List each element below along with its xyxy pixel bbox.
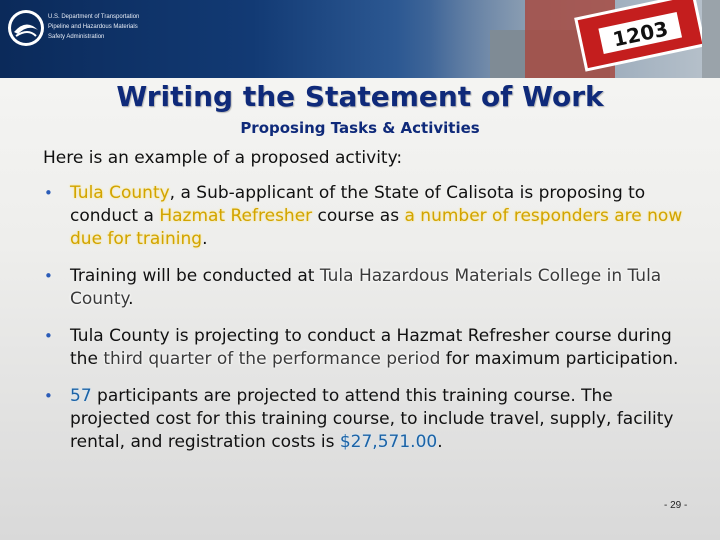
agency-line-3: Safety Administration	[48, 34, 105, 40]
highlight-text: Tula Hazardous Materials College in Tula County	[70, 266, 662, 309]
highlight-text: 57	[70, 386, 92, 406]
bullet-text: .	[128, 289, 134, 309]
bullet-text: participants are projected to attend this training course. The projected cost for this training course, to include travel, supply, facility rental, and registration costs is	[70, 386, 674, 452]
bullet-list	[44, 182, 694, 468]
bullet-text: Tula County is projecting to conduct a Hazmat Refresher course during the	[70, 326, 672, 369]
bullet-text: course as	[312, 206, 405, 226]
page-number: - 29 -	[664, 500, 688, 511]
bullet-item	[44, 182, 694, 251]
bullet-item	[44, 265, 694, 311]
bullet-icon: •	[44, 387, 53, 405]
highlight-text: Hazmat Refresher	[159, 206, 313, 226]
agency-line-2: Pipeline and Hazardous Materials	[48, 24, 138, 30]
highlight-text: $27,571.00	[339, 432, 438, 452]
bullet-item	[44, 325, 694, 371]
bullet-text: .	[437, 432, 443, 452]
bullet-item	[44, 385, 694, 454]
bullet-icon: •	[44, 184, 53, 202]
highlight-text: third quarter of the performance period	[103, 349, 441, 369]
highlight-text: a number of responders are now due for training	[70, 206, 683, 249]
bullet-text: Training will be conducted at	[70, 266, 320, 286]
highlight-text: Tula County	[70, 183, 170, 203]
slide-title: Writing the Statement of Work	[116, 80, 604, 113]
placard-number: 1203	[610, 16, 671, 52]
bullet-text: , a Sub-applicant of the State of Calisota is proposing to conduct a	[70, 183, 646, 226]
header-banner	[0, 0, 720, 78]
bullet-icon: •	[44, 327, 53, 345]
dot-logo-icon	[6, 8, 46, 48]
agency-line-1: U.S. Department of Transportation	[48, 14, 140, 20]
slide-subtitle: Proposing Tasks & Activities	[240, 119, 480, 137]
bullet-icon: •	[44, 267, 53, 285]
bullet-text: for maximum participation.	[440, 349, 679, 369]
intro-text: Here is an example of a proposed activity:	[43, 148, 403, 168]
bullet-text: .	[202, 229, 208, 249]
agency-name	[48, 12, 139, 42]
header-photo	[430, 0, 720, 78]
